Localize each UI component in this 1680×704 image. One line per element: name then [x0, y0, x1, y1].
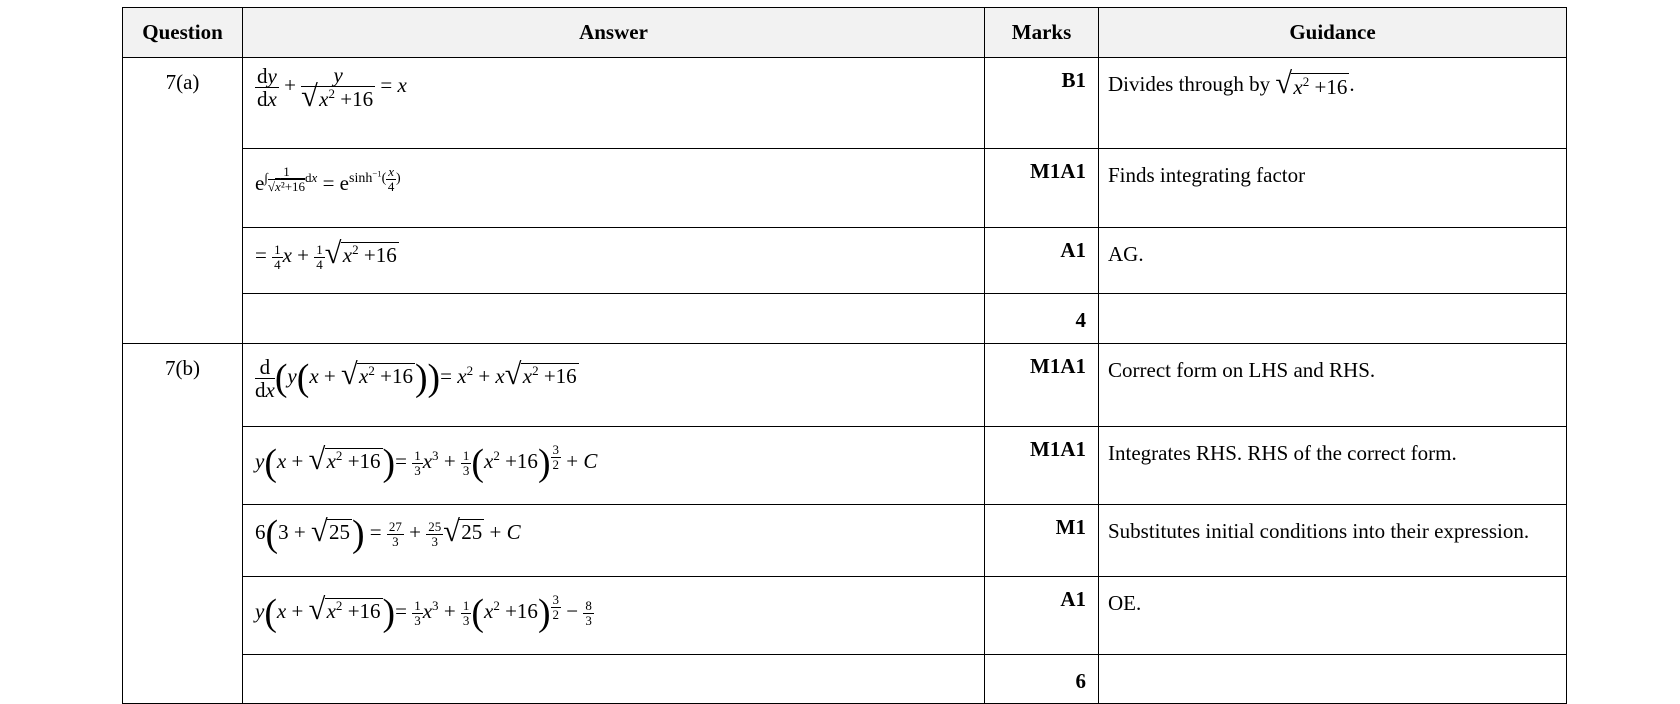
answer-math: 6(3 + √ 25) = $\frac{27}{3}$ + $\frac{25}{3}$ √ 25 + C: [255, 520, 521, 544]
marks-cell: A1: [985, 228, 1099, 294]
guidance-cell: OE.: [1099, 577, 1567, 655]
guidance-cell: Finds integrating factor: [1099, 149, 1567, 228]
table-row: [123, 149, 1567, 228]
table-row: [123, 58, 1567, 149]
marks-cell: B1: [985, 58, 1099, 149]
marks-total: 4: [985, 294, 1099, 344]
guidance-cell: Integrates RHS. RHS of the correct form.: [1099, 427, 1567, 505]
answer-cell: [243, 149, 985, 228]
answer-math: y(x + √ $x^2 +16)=$ $\frac{1}{3}$ $x^3$ + $\frac{1}{3}$ $(x^2 +16)$ $^{\frac{3}{2}}$ + C: [255, 449, 597, 473]
table-row: [123, 294, 1567, 344]
guidance-cell: AG.: [1099, 228, 1567, 294]
mark-scheme-table: [122, 7, 1567, 704]
answer-cell: [243, 294, 985, 344]
marks-cell: M1A1: [985, 344, 1099, 427]
marks-cell: M1A1: [985, 427, 1099, 505]
answer-math: $\frac{d}{dx}$ (y(x + √ $x^2 +16))= x^2 + x√$ $x^2 +16$: [255, 364, 579, 388]
guidance-cell: [1099, 294, 1567, 344]
guidance-cell: Divides through by √ $x^2 +16$.: [1099, 58, 1567, 149]
question-label: 7(a): [123, 58, 243, 344]
question-label: 7(b): [123, 344, 243, 704]
answer-cell: [243, 577, 985, 655]
answer-cell: [243, 228, 985, 294]
header-marks: Marks: [985, 8, 1099, 58]
guidance-cell: [1099, 655, 1567, 704]
guidance-cell: Correct form on LHS and RHS.: [1099, 344, 1567, 427]
guidance-math: √ $x^2 +16$: [1275, 72, 1349, 100]
table-row: [123, 427, 1567, 505]
table-row: [123, 228, 1567, 294]
table-row: [123, 655, 1567, 704]
answer-math: = $\frac{1}{4}$ x + $\frac{1}{4}$ √ $x^2 +16$: [255, 243, 399, 267]
answer-cell: [243, 427, 985, 505]
header-answer: Answer: [243, 8, 985, 58]
marks-cell: M1: [985, 505, 1099, 577]
answer-cell: [243, 505, 985, 577]
answer-cell: [243, 344, 985, 427]
answer-math: y(x + √ $x^2 +16)=$ $\frac{1}{3}$ $x^3$ + $\frac{1}{3}$ $(x^2 +16)$ $^{\frac{3}{2}}$ − $\frac{8}{3}$: [255, 599, 594, 623]
guidance-text: Divides through by: [1108, 72, 1271, 96]
table-row: [123, 577, 1567, 655]
header-row: [123, 8, 1567, 58]
answer-math: $\frac{dy}{dx}$ + y √ $x^2 +16$ = x: [255, 73, 407, 97]
answer-math: $e^{\int \frac{1}{\text{√x²+16}} dx} = e^{sinh^{-1}( \frac{x}{4} )}$: [255, 164, 401, 196]
table-row: [123, 505, 1567, 577]
answer-cell: [243, 655, 985, 704]
answer-cell: [243, 58, 985, 149]
header-guidance: Guidance: [1099, 8, 1567, 58]
header-question: Question: [123, 8, 243, 58]
marks-cell: M1A1: [985, 149, 1099, 228]
table-row: [123, 344, 1567, 427]
marks-total: 6: [985, 655, 1099, 704]
marks-cell: A1: [985, 577, 1099, 655]
guidance-cell: Substitutes initial conditions into their expression.: [1099, 505, 1567, 577]
